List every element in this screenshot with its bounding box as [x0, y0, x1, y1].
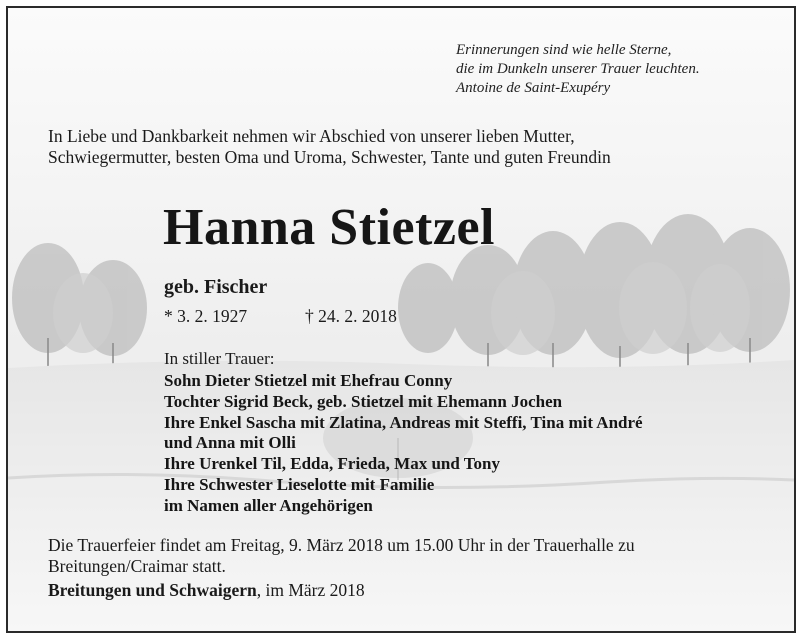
mourning-label: In stiller Trauer: — [164, 349, 275, 368]
mourner-line: Ihre Urenkel Til, Edda, Frieda, Max und Tony — [164, 454, 500, 474]
quote-line: Erinnerungen sind wie helle Sterne, — [456, 42, 672, 58]
intro-line: Schwiegermutter, besten Oma und Uroma, Schwester, Tante und guten Freundin — [48, 147, 611, 167]
deceased-name: Hanna Stietzel — [163, 199, 495, 256]
mourner-line: Ihre Enkel Sascha mit Zlatina, Andreas mit Steffi, Tina mit André — [164, 412, 643, 432]
funeral-notice — [48, 535, 635, 577]
mourner-line: Ihre Schwester Lieselotte mit Familie — [164, 474, 435, 494]
mourner-line: und Anna mit Olli — [164, 433, 296, 453]
quote-line: die im Dunkeln unserer Trauer leuchten. — [456, 61, 700, 77]
mourner-line: im Namen aller Angehörigen — [164, 495, 373, 515]
intro-text — [48, 126, 611, 168]
death-date: † 24. 2. 2018 — [305, 306, 397, 326]
quote-author: Antoine de Saint-Exupéry — [456, 80, 611, 96]
place-towns: Breitungen und Schwaigern — [48, 580, 257, 600]
mourner-line: Tochter Sigrid Beck, geb. Stietzel mit Ehemann Jochen — [164, 391, 563, 411]
place-date: , im März 2018 — [256, 580, 365, 600]
mourners-list — [164, 371, 643, 517]
birth-date: * 3. 2. 1927 — [164, 306, 248, 326]
obituary-card — [6, 6, 796, 633]
birth-name: geb. Fischer — [164, 276, 268, 298]
funeral-line: Die Trauerfeier findet am Freitag, 9. März 2018 um 15.00 Uhr in der Trauerhalle zu — [48, 535, 635, 555]
place-and-date — [48, 580, 365, 601]
intro-line: In Liebe und Dankbarkeit nehmen wir Abschied von unserer lieben Mutter, — [48, 126, 575, 146]
epigraph-quote — [456, 41, 700, 98]
funeral-line: Breitungen/Craimar statt. — [48, 556, 226, 576]
mourner-line: Sohn Dieter Stietzel mit Ehefrau Conny — [164, 371, 453, 390]
life-dates — [164, 306, 397, 327]
